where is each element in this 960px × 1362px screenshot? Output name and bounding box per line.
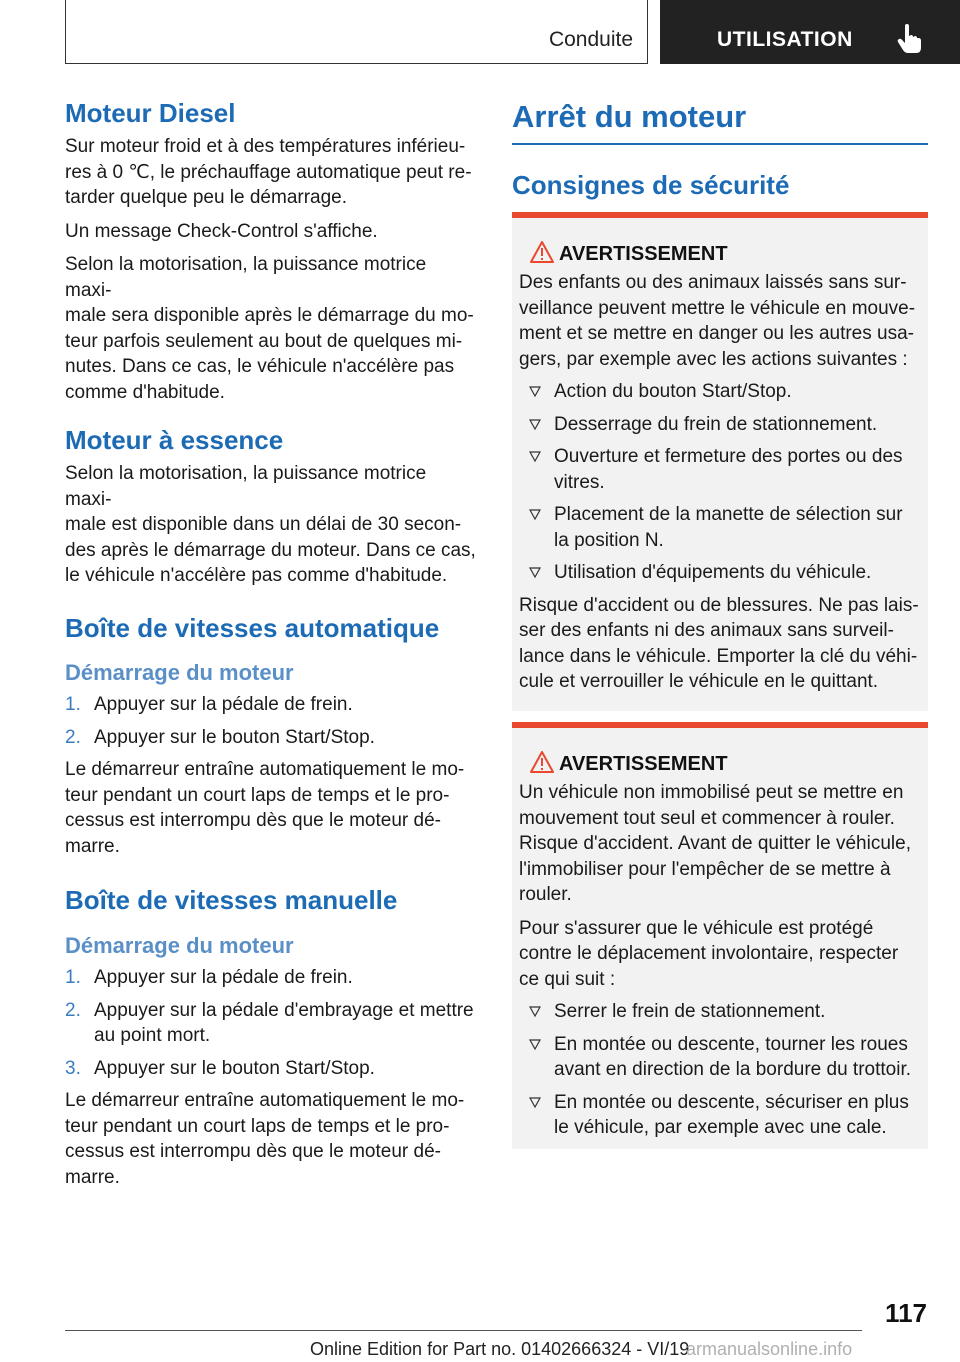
warning-triangle-icon <box>529 750 555 774</box>
auto-paragraph: Le démarreur entraîne automatiquement le mo- teur pendant un court laps de temps et le pro- cessus est interrompu dès que le moteur dé- marre. <box>65 759 465 857</box>
warning-title: AVERTISSEMENT <box>519 240 920 270</box>
list-item: En montée ou descente, tourner les roues avant en direction de la bordure du trottoir. <box>519 1032 920 1083</box>
warning-box-2 <box>512 722 928 1149</box>
heading-boite-manuelle: Boîte de vitesses manuelle <box>65 885 398 916</box>
left-column <box>65 98 477 1190</box>
footer-edition: Online Edition for Part no. 01402666324 - VI/19 <box>310 1339 690 1359</box>
warning-box-1 <box>512 212 928 711</box>
auto-steps-list <box>65 692 477 750</box>
list-item: Utilisation d'équipements du véhicule. <box>519 560 920 586</box>
list-item: 1. Appuyer sur la pédale de frein. <box>65 694 353 716</box>
list-item: Serrer le frein de stationnement. <box>519 999 920 1025</box>
bullet-triangle-icon <box>529 1097 541 1109</box>
list-item: 2. Appuyer sur le bouton Start/Stop. <box>65 726 375 748</box>
list-item: Action du bouton Start/Stop. <box>519 379 920 405</box>
footer-divider <box>65 1330 862 1331</box>
list-item: 3. Appuyer sur le bouton Start/Stop. <box>65 1057 375 1079</box>
warning-2-bullets <box>519 999 920 1141</box>
header-section-box <box>65 0 648 64</box>
manual-paragraph: Le démarreur entraîne automatiquement le mo- teur pendant un court laps de temps et le pro- cessus est interrompu dès que le moteur dé- marre. <box>65 1090 465 1188</box>
list-item: Desserrage du frein de stationnement. <box>519 412 920 438</box>
footer-watermark: armanualsonline.info <box>686 1339 853 1359</box>
diesel-paragraph-2: Un message Check-Control s'affiche. <box>65 220 378 242</box>
list-item: Placement de la manette de sélection sur la position N. <box>519 502 920 553</box>
heading-boite-automatique: Boîte de vitesses automatique <box>65 612 440 643</box>
header-chapter-title: UTILISATION <box>717 28 853 51</box>
page-number: 117 <box>885 1298 927 1328</box>
right-column <box>512 98 928 201</box>
bullet-triangle-icon <box>529 386 541 398</box>
warning-2-paragraph-1: Un véhicule non immobilisé peut se mettre en mouvement tout seul et commencer à rouler. Risque d'accident. Avant de quitter le véhicule, l'immobiliser pour l'empêcher de se mettre à rouler. <box>519 782 911 905</box>
manual-steps-list <box>65 965 477 1081</box>
header-chapter-tab <box>660 0 960 64</box>
bullet-triangle-icon <box>529 567 541 579</box>
heading-moteur-diesel: Moteur Diesel <box>65 98 236 128</box>
warning-title: AVERTISSEMENT <box>519 750 920 780</box>
bullet-triangle-icon <box>529 509 541 521</box>
diesel-paragraph-1: Sur moteur froid et à des températures inférieu- res à 0 ℃, le préchauffage automatique peut re- tarder quelque peu le démarrage. <box>65 136 472 209</box>
warning-1-bullets <box>519 379 920 586</box>
bullet-triangle-icon <box>529 1006 541 1018</box>
bullet-triangle-icon <box>529 1039 541 1051</box>
heading-arret-moteur: Arrêt du moteur <box>512 99 747 134</box>
warning-2-paragraph-2: Pour s'assurer que le véhicule est protégé contre le déplacement involontaire, respecter ce qui suit : <box>519 917 899 990</box>
list-item: En montée ou descente, sécuriser en plus le véhicule, par exemple avec une cale. <box>519 1090 920 1141</box>
bullet-triangle-icon <box>529 419 541 431</box>
bullet-triangle-icon <box>529 451 541 463</box>
list-item: 1. Appuyer sur la pédale de frein. <box>65 967 353 989</box>
diesel-paragraph-3: Selon la motorisation, la puissance motrice maxi- male sera disponible après le démarrage du mo- teur parfois seulement au bout de quelques mi- nutes. Dans ce cas, le véhicule n'accélère pas comme d'habitude. <box>65 254 474 403</box>
subheading-demarrage-auto: Démarrage du moteur <box>65 660 294 686</box>
warning-1-intro: Des enfants ou des animaux laissés sans sur- veillance peuvent mettre le véhicule en mouve- ment et se mettre en danger ou les autres usa- gers, par exemple avec les actions suivantes : <box>519 272 916 370</box>
heading-moteur-essence: Moteur à essence <box>65 425 284 456</box>
warning-triangle-icon <box>529 240 555 264</box>
pointing-hand-icon <box>896 24 922 54</box>
header-section-title: Conduite <box>548 28 633 51</box>
warning-1-outro: Risque d'accident ou de blessures. Ne pas lais- ser des enfants ni des animaux sans surveil- lance dans le véhicule. Emporter la clé du véhi- cule et verrouiller le véhicule en le quittant. <box>519 594 919 692</box>
list-item: 2. Appuyer sur la pédale d'embrayage et mettre au point mort. <box>65 999 474 1047</box>
subheading-demarrage-manuel: Démarrage du moteur <box>65 932 294 958</box>
essence-paragraph: Selon la motorisation, la puissance motrice maxi- male est disponible dans un délai de 30 secon- des après le démarrage du moteur. Dans ce cas, le véhicule n'accélère pas comme d'habitude. <box>65 463 476 587</box>
heading-consignes-securite: Consignes de sécurité <box>512 170 790 201</box>
list-item: Ouverture et fermeture des portes ou des vitres. <box>519 444 920 495</box>
